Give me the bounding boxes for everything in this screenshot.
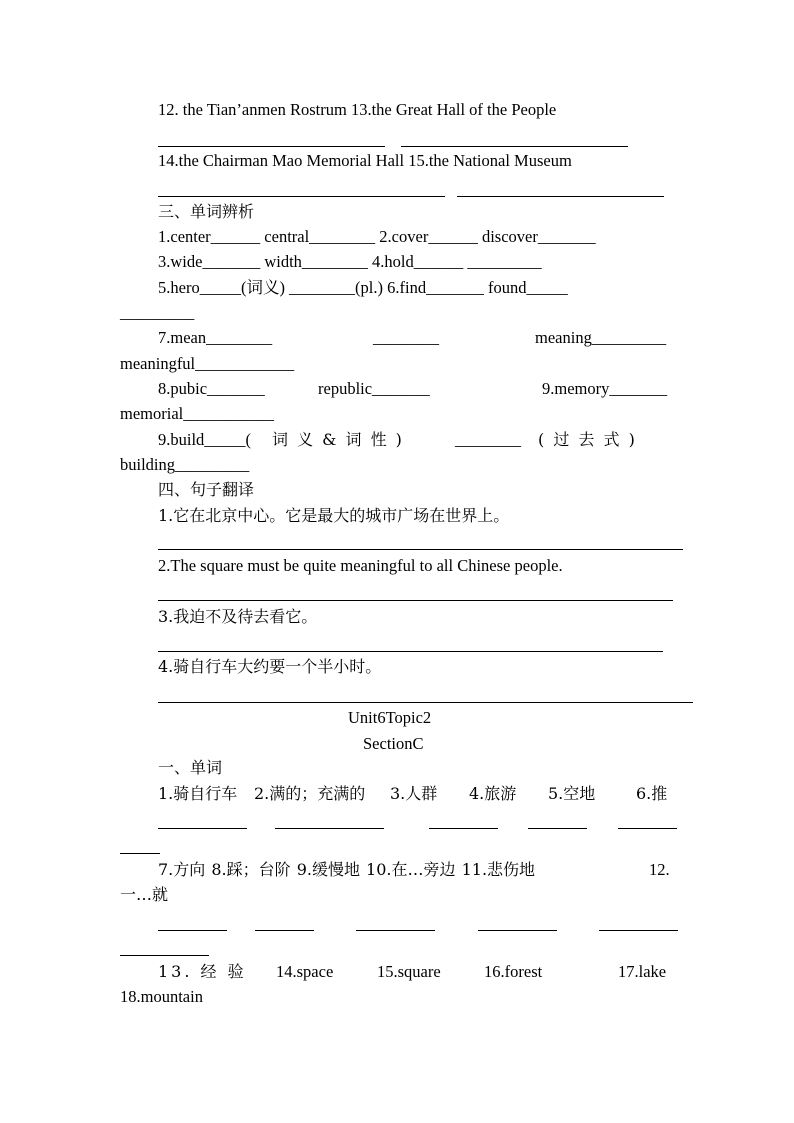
part3-row8-memorial: memorial___________ xyxy=(120,404,274,423)
unit-title: Unit6Topic2 xyxy=(348,708,432,727)
vocab-item-5: 5.空地 xyxy=(548,784,596,803)
part3-row9-meaning-type: 词 义 & 词 性 ) xyxy=(272,430,404,449)
part3-row8-memory: 9.memory_______ xyxy=(542,379,668,398)
answer-blank[interactable] xyxy=(275,828,384,829)
vocab-item-12-number: 12. xyxy=(649,860,670,879)
vocab-heading: 一、单词 xyxy=(158,758,223,777)
translation-item-1: 1.它在北京中心。它是最大的城市广场在世界上。 xyxy=(158,506,510,525)
part3-heading: 三、单词辨析 xyxy=(158,202,255,221)
part3-row8-republic: republic_______ xyxy=(318,379,430,398)
answer-blank[interactable] xyxy=(158,828,247,829)
places-line-1: 12. the Tian’anmen Rostrum 13.the Great Hall of the People xyxy=(158,100,557,119)
answer-blank[interactable] xyxy=(158,146,385,147)
answer-blank[interactable] xyxy=(356,930,435,931)
answer-line[interactable] xyxy=(158,600,673,601)
vocab-item-12-text: 一…就 xyxy=(120,885,169,904)
vocab-row-2: 7.方向 8.踩；台阶 9.缓慢地 10.在…旁边 11.悲伤地 xyxy=(158,860,536,879)
vocab-item-6: 6.推 xyxy=(636,784,668,803)
answer-blank[interactable] xyxy=(401,146,628,147)
vocab-item-18: 18.mountain xyxy=(120,987,203,1006)
section-title: SectionC xyxy=(363,734,424,753)
part3-line-1: 1.center______ central________ 2.cover______ discover_______ xyxy=(158,227,596,246)
part3-row9-past-tense: ( 过 去 式 ) xyxy=(538,430,637,449)
part3-row9-blank: ________ xyxy=(455,430,521,449)
part3-row9-building: building_________ xyxy=(120,455,250,474)
answer-line[interactable] xyxy=(158,651,663,652)
answer-blank[interactable] xyxy=(158,930,227,931)
answer-blank[interactable] xyxy=(255,930,314,931)
answer-blank[interactable] xyxy=(158,196,445,197)
vocab-item-15: 15.square xyxy=(377,962,441,981)
part3-row7-mean: 7.mean________ xyxy=(158,328,273,347)
translation-item-2: 2.The square must be quite meaningful to all Chinese people. xyxy=(158,556,563,575)
answer-blank[interactable] xyxy=(528,828,587,829)
part3-row7-meaning: meaning_________ xyxy=(535,328,667,347)
vocab-item-4: 4.旅游 xyxy=(469,784,517,803)
answer-line[interactable] xyxy=(158,702,693,703)
part3-row7-meaningful: meaningful____________ xyxy=(120,354,295,373)
translation-item-3: 3.我迫不及待去看它。 xyxy=(158,607,318,626)
answer-blank[interactable] xyxy=(120,853,160,854)
part3-line-2: 3.wide_______ width________ 4.hold______ _________ xyxy=(158,252,542,271)
places-line-2: 14.the Chairman Mao Memorial Hall 15.the National Museum xyxy=(158,151,572,170)
vocab-item-2: 2.满的；充满的 xyxy=(254,784,366,803)
answer-blank[interactable] xyxy=(457,196,664,197)
answer-blank[interactable] xyxy=(478,930,557,931)
part3-row9-build: 9.build_____( xyxy=(158,430,252,449)
vocab-item-16: 16.forest xyxy=(484,962,543,981)
vocab-item-14: 14.space xyxy=(276,962,334,981)
answer-line[interactable] xyxy=(158,549,683,550)
part3-row8-pubic: 8.pubic_______ xyxy=(158,379,265,398)
part3-line-4: _________ xyxy=(120,303,195,322)
answer-blank[interactable] xyxy=(618,828,677,829)
part3-row7-blank: ________ xyxy=(373,328,439,347)
answer-blank[interactable] xyxy=(599,930,678,931)
translation-item-4: 4.骑自行车大约要一个半小时。 xyxy=(158,657,382,676)
vocab-item-3: 3.人群 xyxy=(390,784,438,803)
part4-heading: 四、句子翻译 xyxy=(158,480,255,499)
vocab-item-1: 1.骑自行车 xyxy=(158,784,238,803)
answer-blank[interactable] xyxy=(120,955,209,956)
vocab-item-13: 13. 经 验 xyxy=(158,962,247,981)
answer-blank[interactable] xyxy=(429,828,498,829)
vocab-item-17: 17.lake xyxy=(618,962,667,981)
part3-line-3: 5.hero_____(词义) ________(pl.) 6.find_______ found_____ xyxy=(158,278,568,297)
